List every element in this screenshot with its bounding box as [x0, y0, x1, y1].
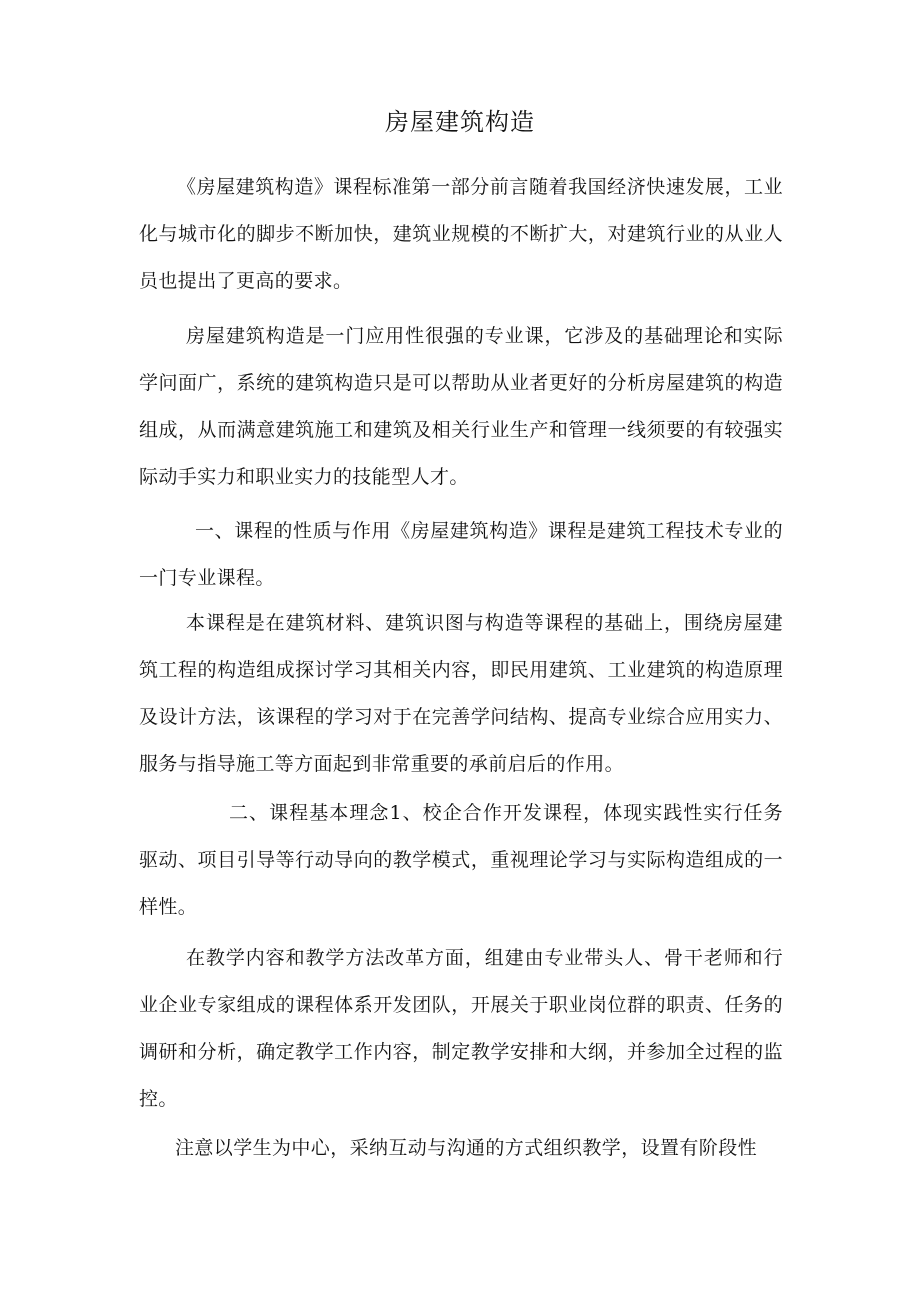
paragraph-basic-concept: 二、课程基本理念1、校企合作开发课程，体现实践性实行任务驱动、项目引导等行动导向的教学模式，重视理论学习与实际构造组成的一样性。	[139, 802, 783, 918]
paragraph-teaching-reform: 在教学内容和教学方法改革方面，组建由专业带头人、骨干老师和行业企业专家组成的课程体系开发团队，开展关于职业岗位群的职责、任务的调研和分析，确定教学工作内容，制定教学安排和大纲，并参加全过程的监控。	[139, 947, 783, 1110]
paragraph-course-overview: 房屋建筑构造是一门应用性很强的专业课，它涉及的基础理论和实际学问面广，系统的建筑构造只是可以帮助从业者更好的分析房屋建筑的构造组成，从而满意建筑施工和建筑及相关行业生产和管理一线须要的有较强实际动手实力和职业实力的技能型人才。	[139, 325, 783, 488]
paragraph-course-role: 本课程是在建筑材料、建筑识图与构造等课程的基础上，围绕房屋建筑工程的构造组成探讨学习其相关内容，即民用建筑、工业建筑的构造原理及设计方法，该课程的学习对于在完善学问结构、提高专业综合应用实力、服务与指导施工等方面起到非常重要的承前启后的作用。	[139, 612, 783, 775]
page-title: 房屋建筑构造	[385, 108, 535, 136]
paragraph-preface: 《房屋建筑构造》课程标准第一部分前言随着我国经济快速发展，工业化与城市化的脚步不断加快，建筑业规模的不断扩大，对建筑行业的从业人员也提出了更高的要求。	[139, 176, 783, 292]
paragraph-student-centered: 注意以学生为中心，采纳互动与沟通的方式组织教学，设置有阶段性	[175, 1137, 758, 1159]
paragraph-course-nature: 一、课程的性质与作用《房屋建筑构造》课程是建筑工程技术专业的一门专业课程。	[139, 520, 783, 589]
